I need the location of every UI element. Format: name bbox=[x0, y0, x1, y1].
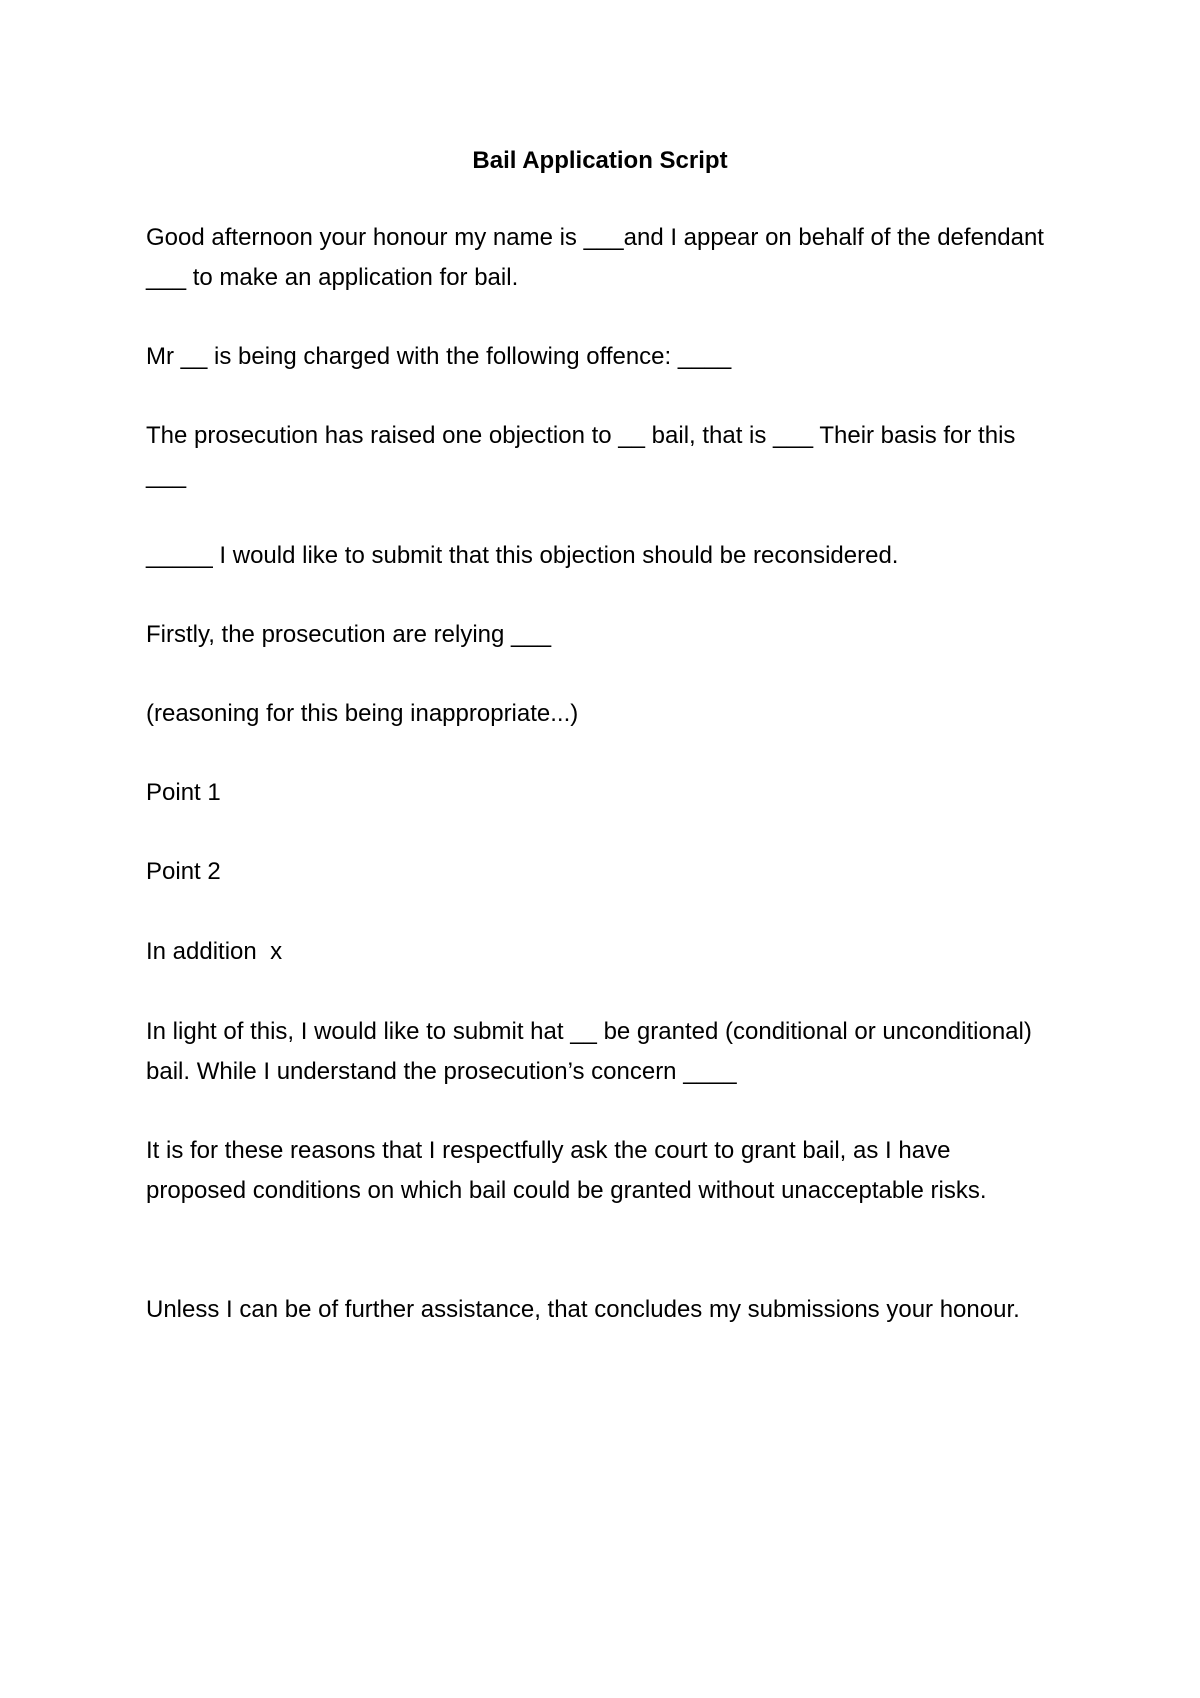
paragraph-in-light-of-this: In light of this, I would like to submit hat __ be granted (conditional or unconditional) bail. While I understand the prosecution’s concern ____ bbox=[146, 1018, 1039, 1085]
paragraph-in-addition: In addition x bbox=[146, 938, 283, 965]
paragraph-point-2: Point 2 bbox=[146, 858, 221, 885]
paragraph-charge: Mr __ is being charged with the following offence: ____ bbox=[146, 343, 732, 370]
document-title: Bail Application Script bbox=[472, 147, 728, 174]
paragraph-firstly: Firstly, the prosecution are relying ___ bbox=[146, 621, 552, 648]
paragraph-conclusion: Unless I can be of further assistance, that concludes my submissions your honour. bbox=[146, 1296, 1020, 1323]
paragraph-point-1: Point 1 bbox=[146, 779, 221, 806]
paragraph-respectfully-ask: It is for these reasons that I respectfully ask the court to grant bail, as I have proposed conditions on which bail could be granted without unacceptable risks. bbox=[146, 1137, 987, 1204]
paragraph-introduction: Good afternoon your honour my name is ___and I appear on behalf of the defendant ___ to make an application for bail. bbox=[146, 224, 1051, 291]
paragraph-reasoning: (reasoning for this being inappropriate...) bbox=[146, 700, 579, 727]
paragraph-prosecution-objection: The prosecution has raised one objection to __ bail, that is ___ Their basis for this ___ bbox=[146, 422, 1023, 489]
paragraph-reconsider: _____ I would like to submit that this objection should be reconsidered. bbox=[146, 542, 899, 569]
